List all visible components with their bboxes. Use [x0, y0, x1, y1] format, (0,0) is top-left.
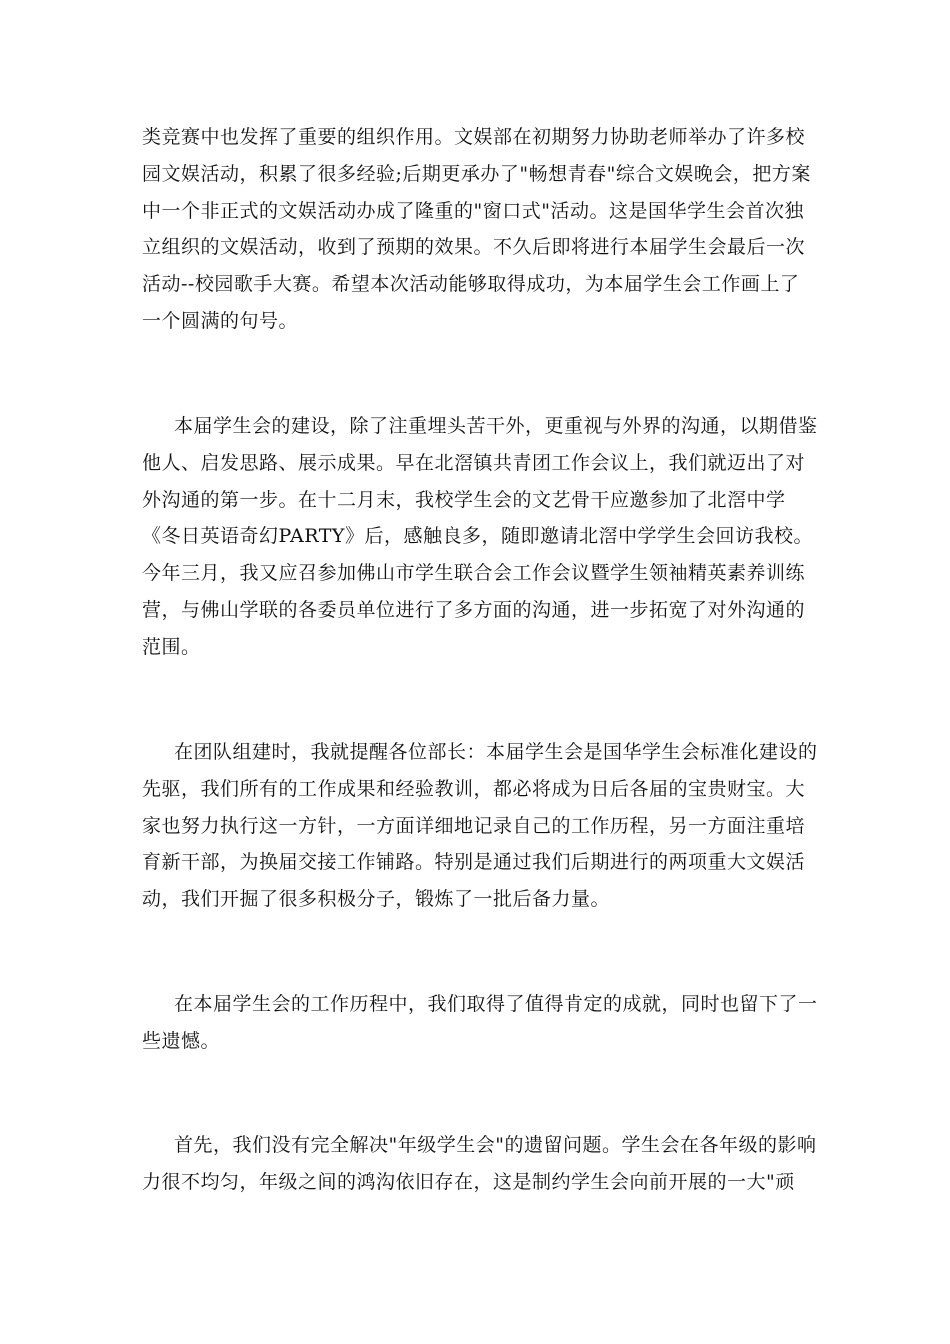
paragraph-3 [142, 734, 818, 918]
paragraph-2-line-7: 范围。 [142, 635, 201, 658]
paragraph-2 [142, 408, 818, 666]
paragraph-3-line-3: 家也努力执行这一方针，一方面详细地记录自己的工作历程，另一方面注重培 [142, 814, 806, 837]
paragraph-1 [142, 119, 812, 340]
paragraph-4 [142, 986, 818, 1060]
paragraph-5 [142, 1127, 817, 1201]
paragraph-2-line-1: 本届学生会的建设，除了注重埋头苦干外，更重视与外界的沟通，以期借鉴 [174, 415, 818, 437]
paragraph-1-line-5: 活动--校园歌手大赛。希望本次活动能够取得成功，为本届学生会工作画上了 [142, 273, 800, 296]
paragraph-2-line-3: 外沟通的第一步。在十二月末，我校学生会的文艺骨干应邀参加了北滘中学 [142, 488, 786, 511]
paragraph-5-line-2: 力很不均匀，年级之间的鸿沟依旧存在，这是制约学生会向前开展的一大"顽 [142, 1170, 795, 1193]
paragraph-1-line-1: 类竞赛中也发挥了重要的组织作用。文娱部在初期努力协助老师举办了许多校 [142, 126, 806, 148]
paragraph-4-line-2: 些遗憾。 [142, 1029, 221, 1052]
paragraph-4-line-1: 在本届学生会的工作历程中，我们取得了值得肯定的成就，同时也留下了一 [174, 993, 818, 1015]
paragraph-1-line-4: 立组织的文娱活动，收到了预期的效果。不久后即将进行本届学生会最后一次 [142, 236, 806, 259]
paragraph-3-line-4: 育新干部，为换届交接工作铺路。特别是通过我们后期进行的两项重大文娱活 [142, 851, 806, 874]
paragraph-3-line-1: 在团队组建时，我就提醒各位部长：本届学生会是国华学生会标准化建设的 [174, 741, 818, 763]
paragraph-3-line-5: 动，我们开掘了很多积极分子，锻炼了一批后备力量。 [142, 888, 611, 911]
paragraph-2-line-6: 营，与佛山学联的各委员单位进行了多方面的沟通，进一步拓宽了对外沟通的 [142, 598, 806, 621]
paragraph-1-line-6: 一个圆满的句号。 [142, 309, 299, 332]
paragraph-2-line-4: 《冬日英语奇幻PARTY》后，感触良多，随即邀请北滘中学学生会回访我校。 [142, 525, 813, 548]
paragraph-2-line-5: 今年三月，我又应召参加佛山市学生联合会工作会议暨学生领袖精英素养训练 [142, 562, 806, 585]
paragraph-1-line-2: 园文娱活动，积累了很多经验;后期更承办了"畅想青春"综合文娱晚会，把方案 [142, 162, 811, 185]
paragraph-5-line-1: 首先，我们没有完全解决"年级学生会"的遗留问题。学生会在各年级的影响 [174, 1134, 817, 1156]
paragraph-1-line-3: 中一个非正式的文娱活动办成了隆重的"窗口式"活动。这是国华学生会首次独 [142, 199, 804, 222]
paragraph-3-line-2: 先驱，我们所有的工作成果和经验教训，都必将成为日后各届的宝贵财宝。大 [142, 777, 806, 800]
paragraph-2-line-2: 他人、启发思路、展示成果。早在北滘镇共青团工作会议上，我们就迈出了对 [142, 451, 806, 474]
